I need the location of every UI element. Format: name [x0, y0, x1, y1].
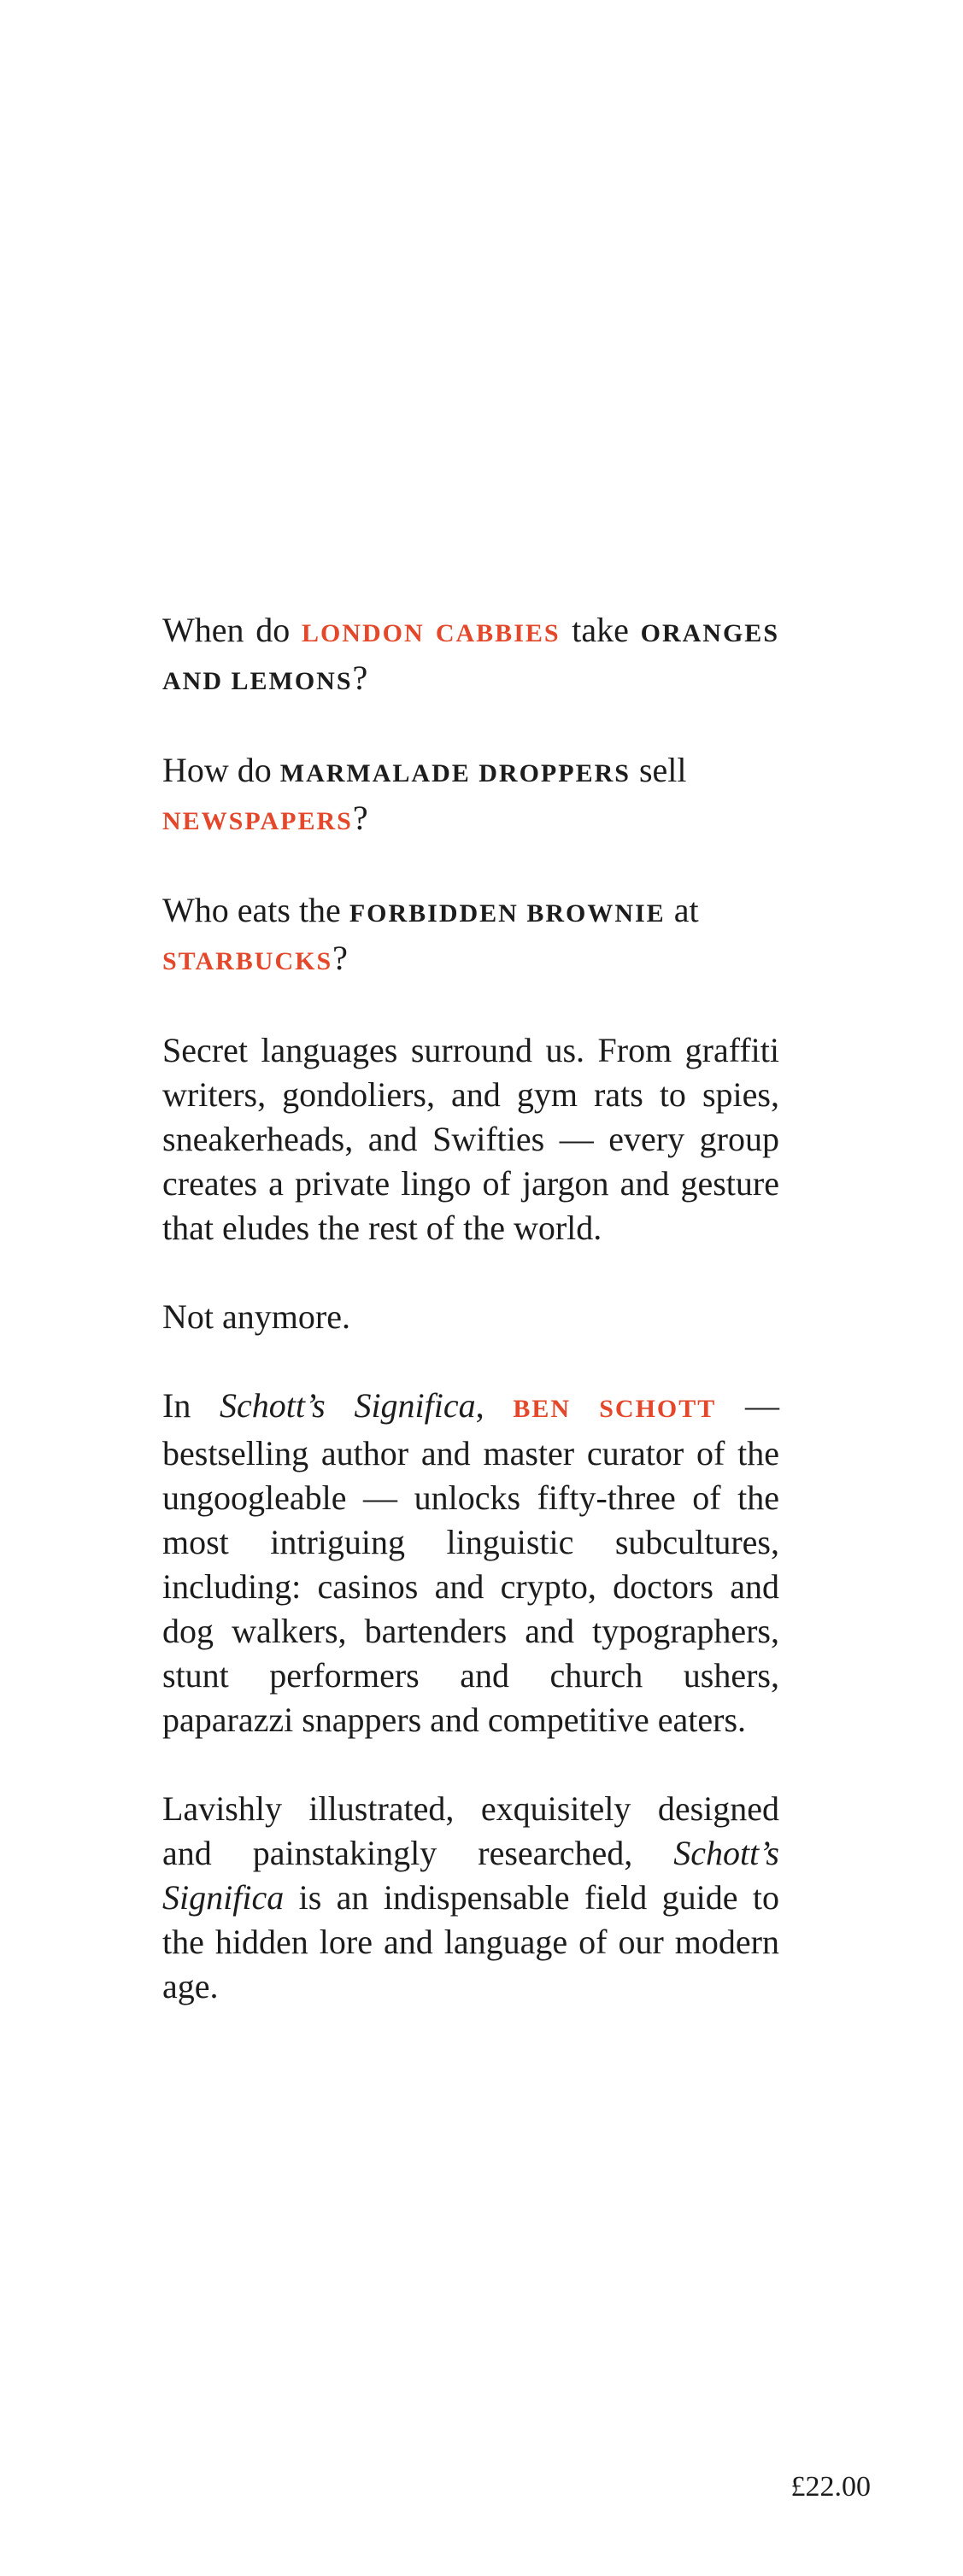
paragraph-text: In: [162, 1386, 220, 1425]
highlight-london-cabbies: LONDON CABBIES: [301, 619, 561, 647]
question-text: When do: [162, 611, 302, 649]
highlight-marmalade-droppers: MARMALADE DROPPERS: [279, 759, 631, 787]
question-forbidden-brownie: [162, 888, 779, 984]
question-text: take: [560, 611, 641, 649]
question-text: sell: [630, 751, 687, 789]
highlight-oranges-and-lemons: ORANGES AND LEMONS: [162, 619, 779, 695]
book-title: Schott’s Significa: [162, 1834, 779, 1917]
price-label: £22.00: [790, 2471, 871, 2503]
question-marmalade-droppers: [162, 748, 779, 844]
question-text: How do: [162, 751, 280, 789]
question-mark: ?: [332, 939, 348, 977]
highlight-newspapers: NEWSPAPERS: [162, 807, 353, 835]
paragraph-text: is an indispensable field guide to the hidden lore and language of our modern age.: [162, 1878, 779, 2005]
paragraph-text: ,: [475, 1386, 514, 1425]
question-london-cabbies: [162, 608, 779, 704]
jacket-flap-copy: [162, 608, 779, 2053]
paragraph-closing: [162, 1787, 779, 2009]
highlight-starbucks: STARBUCKS: [162, 947, 333, 975]
question-mark: ?: [352, 799, 368, 837]
question-text: Who eats the: [162, 891, 349, 929]
paragraph-book-intro: [162, 1384, 779, 1742]
paragraph-secret-languages: Secret languages surround us. From graffiti writers, gondoliers, and gym rats to spies, sneakerheads, and Swifties — every group creates a private lingo of jargon and gesture that eludes the rest of the world.: [162, 1031, 779, 1247]
author-name: BEN SCHOTT: [513, 1395, 717, 1423]
paragraph-text: Lavishly illustrated, exquisitely designed and painstakingly researched,: [162, 1789, 779, 1872]
question-mark: ?: [352, 659, 368, 697]
book-title: Schott’s Significa: [220, 1386, 476, 1425]
highlight-forbidden-brownie: FORBIDDEN BROWNIE: [349, 899, 666, 928]
question-text: at: [665, 891, 699, 929]
paragraph-text: — bestselling author and master curator of the ungoogleable — unlocks fifty-three of the most intriguing linguistic subcultures, including: casinos and crypto, doctors and dog walkers, bartenders and typographers, stunt performers and church ushers, paparazzi snappers and competitive eaters.: [162, 1386, 779, 1739]
paragraph-not-anymore: Not anymore.: [162, 1297, 350, 1336]
